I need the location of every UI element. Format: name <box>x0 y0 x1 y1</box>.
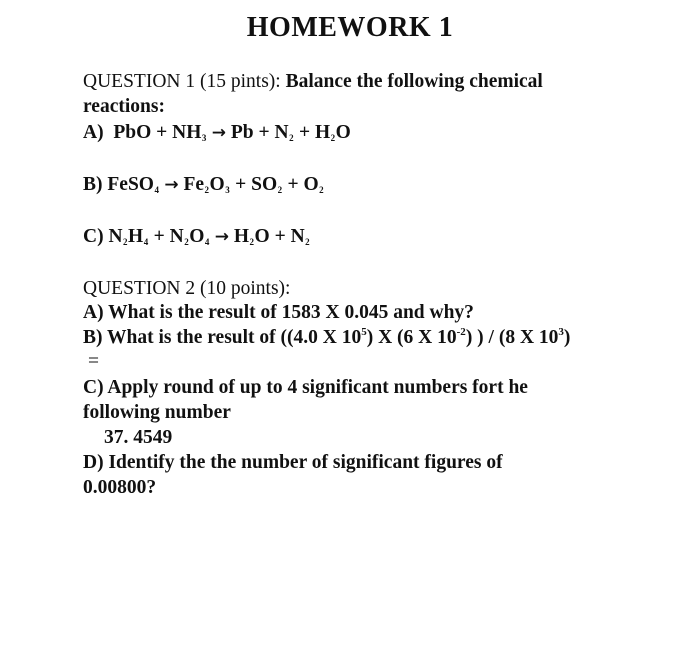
question-1-instruction: Balance the following chemical <box>280 71 543 92</box>
question-2-part-b: B) What is the result of ((4.0 X $10^5$) X (6 X $10^{-2}$) ) / (8 X $10^3$) <box>83 326 571 348</box>
plus-sign: + <box>235 174 247 195</box>
reactant-pbo: PbO <box>113 122 152 143</box>
reaction-a <box>83 123 351 143</box>
plus-sign: + <box>156 122 168 143</box>
product-h2o: H2O <box>315 122 351 143</box>
reaction-arrow: → <box>211 123 227 143</box>
product-fe2o3: Fe2O3 <box>183 174 230 195</box>
page-title: HOMEWORK 1 <box>246 12 454 43</box>
plus-sign: + <box>287 174 299 195</box>
question-2-part-d-line2: 0.00800? <box>83 477 157 498</box>
product-n2: N2 <box>274 122 294 143</box>
question-1-heading-line2: reactions: <box>83 96 165 117</box>
reactant-nh3: NH3 <box>172 122 207 143</box>
product-o2: O2 <box>303 174 324 195</box>
plus-sign: + <box>299 122 311 143</box>
product-so2: SO2 <box>251 174 283 195</box>
question-2-part-c-line2: following number <box>83 402 231 423</box>
plus-sign: + <box>153 226 165 247</box>
reactant-n2h4: N2H4 <box>108 226 149 247</box>
product-n2: N2 <box>290 226 310 247</box>
reactant-feso4: FeSO4 <box>107 174 159 195</box>
question-2-part-c: C) Apply round of up to 4 significant numbers fort he <box>83 377 528 398</box>
reactant-n2o4: N2O4 <box>169 226 210 247</box>
plus-sign: + <box>258 122 270 143</box>
round-number: 37. 4549 <box>104 427 173 448</box>
product-h2o: H2O <box>233 226 270 247</box>
question-2-part-d: D) Identify the the number of significant figures of <box>83 452 503 473</box>
question-2-part-a: A) What is the result of 1583 X 0.045 and why? <box>83 302 474 323</box>
reaction-c-label: C) <box>83 226 104 247</box>
question-2-heading: QUESTION 2 (10 points): <box>83 278 291 299</box>
reaction-a-label: A) <box>83 122 104 143</box>
reaction-b-label: B) <box>83 174 103 195</box>
reaction-arrow: → <box>214 227 229 247</box>
question-1-label: QUESTION 1 (15 pints): <box>83 71 281 92</box>
product-pb: Pb <box>230 122 254 143</box>
reaction-arrow: → <box>164 175 179 195</box>
plus-sign: + <box>274 226 286 247</box>
equals-sign: = <box>88 351 99 372</box>
question-1-heading <box>83 72 543 92</box>
reaction-b <box>83 175 324 195</box>
reaction-c <box>83 227 310 247</box>
